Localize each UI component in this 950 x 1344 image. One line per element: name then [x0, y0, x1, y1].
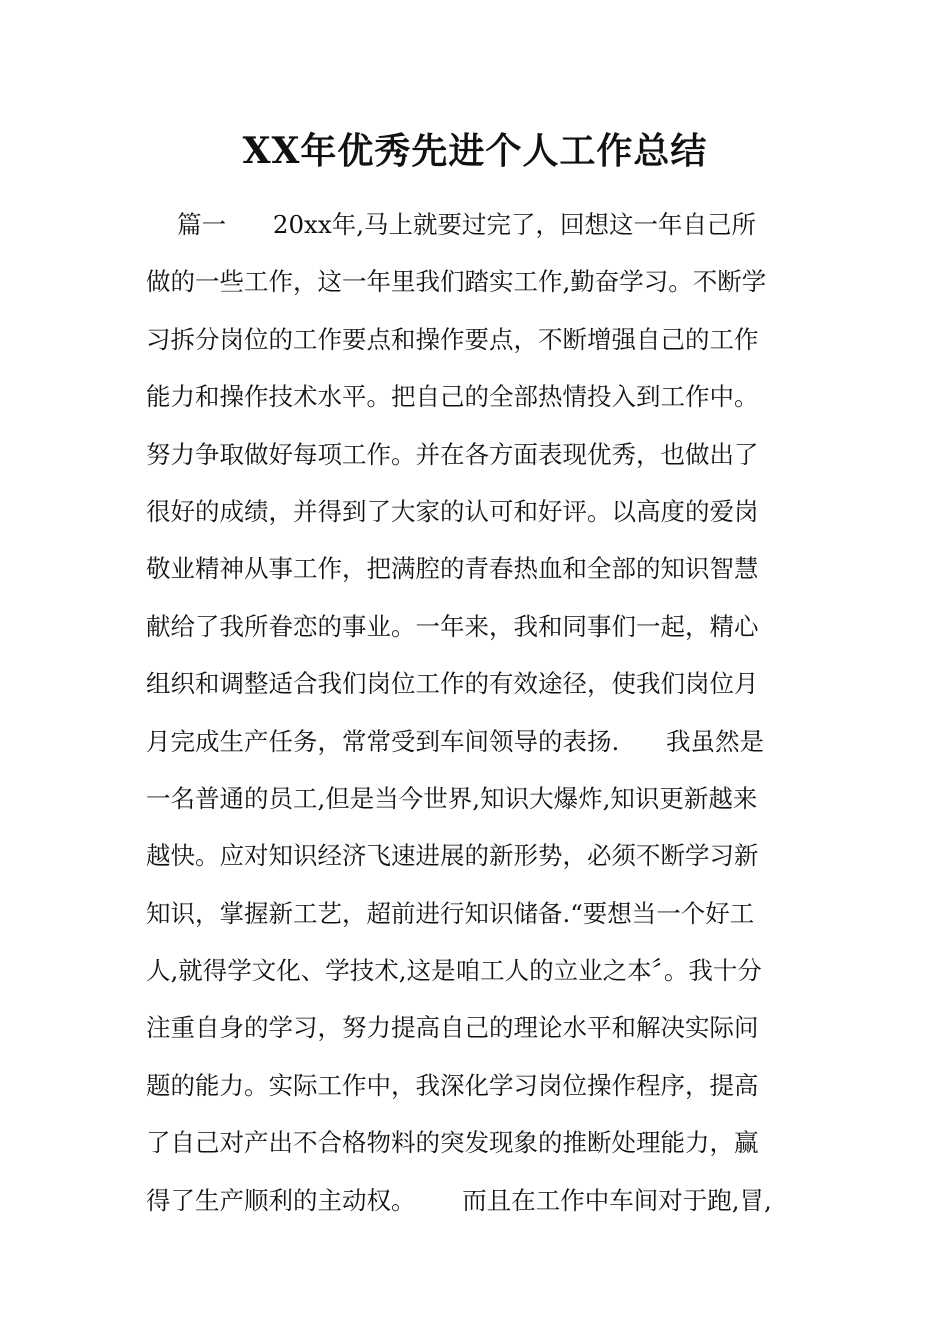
body-line: 月完成生产任务，常常受到车间领导的表扬. 我虽然是: [146, 726, 765, 756]
document-body: [146, 196, 826, 1229]
body-line: 注重自身的学习，努力提高自己的理论水平和解决实际问: [146, 1013, 759, 1043]
body-line: 努力争取做好每项工作。并在各方面表现优秀，也做出了: [146, 439, 759, 469]
body-line: 组织和调整适合我们岗位工作的有效途径，使我们岗位月: [146, 669, 759, 699]
body-line: 敬业精神从事工作，把满腔的青春热血和全部的知识智慧: [146, 554, 759, 584]
body-line: 人,就得学文化、学技术,这是咱工人的立业之本〞。我十分: [146, 956, 762, 986]
body-line: 题的能力。实际工作中，我深化学习岗位操作程序，提高: [146, 1070, 759, 1100]
body-line: 了自己对产出不合格物料的突发现象的推断处理能力，赢: [146, 1128, 759, 1158]
body-line: 越快。应对知识经济飞速进展的新形势，必须不断学习新: [146, 841, 759, 871]
body-line: 一名普通的员工,但是当今世界,知识大爆炸,知识更新越来: [146, 783, 758, 813]
document-title: XX年优秀先进个人工作总结: [242, 130, 708, 172]
body-line: 献给了我所眷恋的事业。一年来，我和同事们一起，精心: [146, 611, 759, 641]
body-line: 习拆分岗位的工作要点和操作要点，不断增强自己的工作: [146, 324, 759, 354]
body-line: 做的一些工作，这一年里我们踏实工作,勤奋学习。不断学: [146, 267, 767, 297]
body-line: 很好的成绩，并得到了大家的认可和好评。以高度的爱岗: [146, 496, 759, 526]
body-line: 篇一 20xx年,马上就要过完了，回想这一年自己所: [146, 210, 756, 239]
body-line: 能力和操作技术水平。把自己的全部热情投入到工作中。: [146, 382, 759, 412]
body-line: 知识，掌握新工艺，超前进行知识储备.“要想当一个好工: [146, 898, 755, 928]
body-line: 得了生产顺利的主动权。 而且在工作中车间对于跑,冒,: [146, 1185, 772, 1215]
